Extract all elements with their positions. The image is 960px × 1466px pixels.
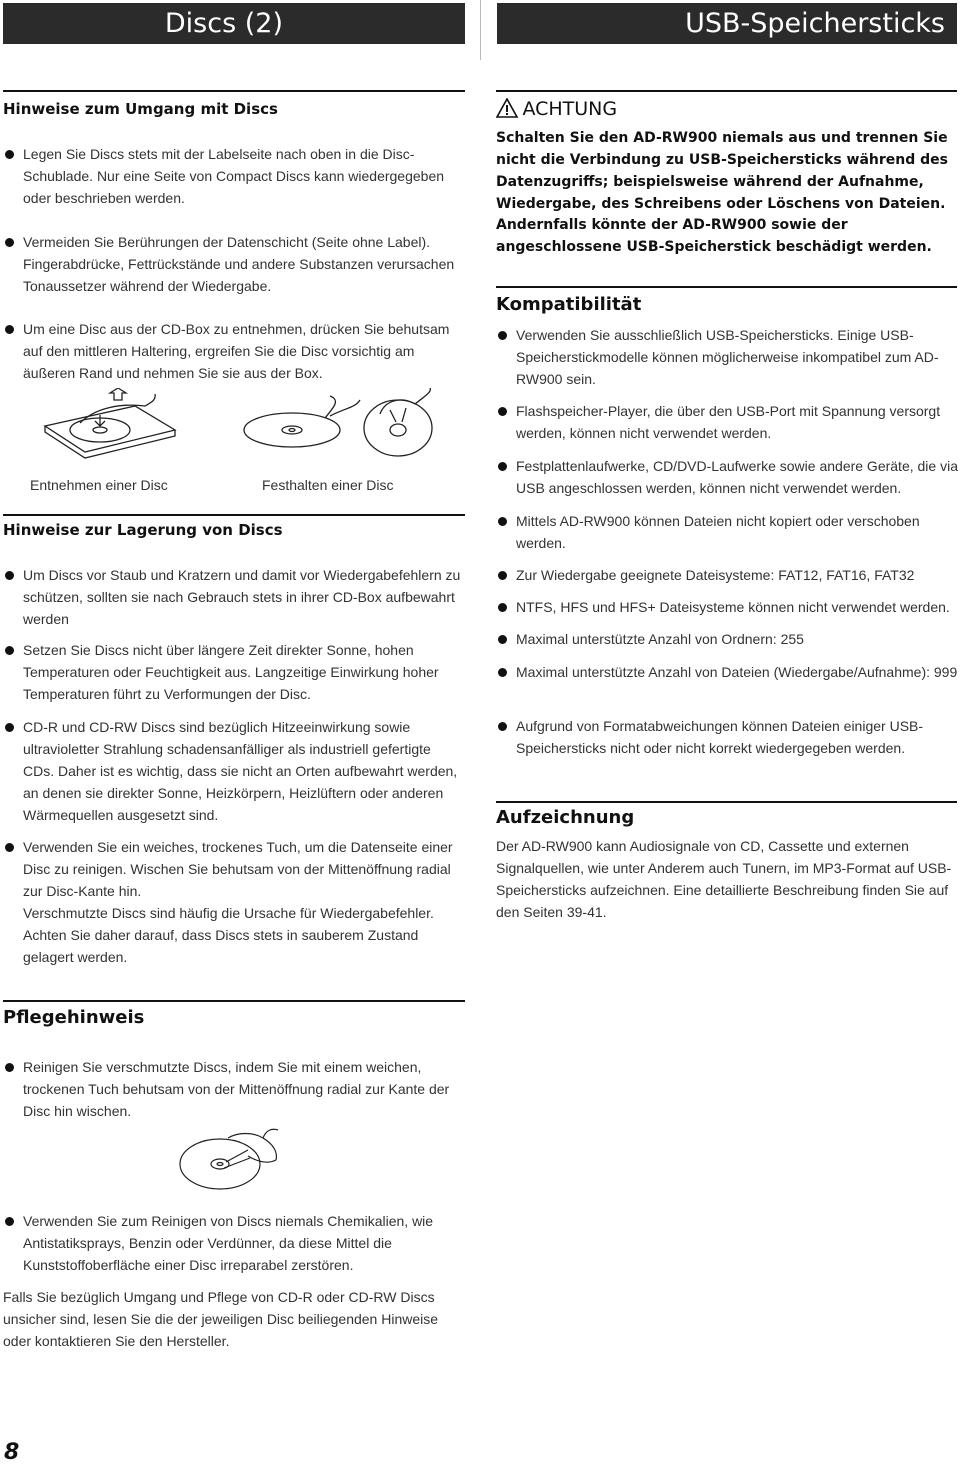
caption-hold-disc: Festhalten einer Disc bbox=[262, 477, 394, 493]
page-number: 8 bbox=[4, 1440, 20, 1465]
compat-item-1: Verwenden Sie ausschließlich USB-Speichersticks. Einige USB-Speicherstickmodelle können möglicherweise inkompatibel zum AD-RW900 sein. bbox=[496, 324, 958, 390]
section-rule bbox=[496, 801, 957, 803]
storage-item-3: CD-R und CD-RW Discs sind bezüglich Hitzeeinwirkung sowie ultravioletter Strahlung schadensanfälliger als industriell gefertigte CDs. Daher ist es wichtig, dass sie nicht an Orten aufbewahrt werden, an denen sie direkter Sonne, Heizkörpern, Heizlüftern oder anderen Wärmequellen ausgesetzt sind. bbox=[3, 716, 465, 826]
disc-cleaning-illustration bbox=[178, 1128, 288, 1192]
recording-heading: Aufzeichnung bbox=[496, 807, 635, 828]
caution-title bbox=[496, 98, 617, 124]
handling-item-2: Vermeiden Sie Berührungen der Datenschicht (Seite ohne Label). Fingerabdrücke, Fettrückstände und andere Substanzen verursachen Tonaussetzer während der Wiedergabe. bbox=[3, 231, 465, 297]
handling-item-3: Um eine Disc aus der CD-Box zu entnehmen, drücken Sie behutsam auf den mittleren Haltering, ergreifen Sie die Disc vorsichtig am äußeren Rand und nehmen Sie sie aus der Box. bbox=[3, 318, 465, 384]
storage-heading: Hinweise zur Lagerung von Discs bbox=[3, 521, 283, 539]
section-rule bbox=[496, 90, 957, 92]
care-item-2: Verwenden Sie zum Reinigen von Discs niemals Chemikalien, wie Antistatiksprays, Benzin oder Verdünner, da diese Mittel die Kunststoffoberfläche einer Disc irreparabel zerstören. bbox=[3, 1210, 465, 1276]
compat-item-3: Festplattenlaufwerke, CD/DVD-Laufwerke sowie andere Geräte, die via USB angeschlossen werden, können nicht verwendet werden. bbox=[496, 455, 958, 499]
care-heading: Pflegehinweis bbox=[3, 1007, 145, 1028]
compat-item-7: Maximal unterstützte Anzahl von Ordnern: 255 bbox=[496, 628, 958, 650]
caution-text-2: Andernfalls könnte der AD-RW900 sowie der angeschlossene USB-Speicherstick beschädigt werden. bbox=[496, 217, 932, 255]
compat-item-6: NTFS, HFS und HFS+ Dateisysteme können nicht verwendet werden. bbox=[496, 596, 958, 618]
warning-triangle-icon bbox=[496, 98, 518, 118]
storage-item-4: Verwenden Sie ein weiches, trockenes Tuch, um die Datenseite einer Disc zu reinigen. Wischen Sie behutsam von der Mittenöffnung radial zur Disc-Kante hin. Verschmutzte Discs sind häufig die Ursache für Wiedergabefehler. Achten Sie daher darauf, dass Discs stets in sauberem Zustand gelagert werden. bbox=[3, 836, 465, 968]
handling-heading: Hinweise zum Umgang mit Discs bbox=[3, 100, 278, 118]
recording-text: Der AD-RW900 kann Audiosignale von CD, Cassette und externen Signalquellen, wie unter Anderem auch Tunern, im MP3-Format auf USB-Speichersticks aufzeichnen. Eine detaillierte Beschreibung finden Sie auf den Seiten 39-41. bbox=[496, 838, 952, 920]
section-rule bbox=[496, 286, 957, 288]
caution-text-1: Schalten Sie den AD-RW900 niemals aus und trennen Sie nicht die Verbindung zu USB-Speichersticks während des Datenzugriffs; beispielsweise während der Aufnahme, Wiedergabe, des Schreibens oder Löschens von Dateien. bbox=[496, 130, 948, 212]
storage-item-2: Setzen Sie Discs nicht über längere Zeit direkter Sonne, hohen Temperaturen oder Feuchtigkeit aus. Langzeitige Einwirkung hoher Temperaturen führt zu Verformungen der Disc. bbox=[3, 639, 465, 705]
section-rule bbox=[3, 1000, 465, 1002]
caution-title-text: ACHTUNG bbox=[522, 98, 618, 120]
page-header-right: USB-Speichersticks bbox=[497, 3, 957, 44]
compat-item-8: Maximal unterstützte Anzahl von Dateien (Wiedergabe/Aufnahme): 999 bbox=[496, 661, 958, 683]
compat-item-9: Aufgrund von Formatabweichungen können Dateien einiger USB-Speichersticks nicht oder nicht korrekt wiedergegeben werden. bbox=[496, 715, 958, 759]
caption-remove-disc: Entnehmen einer Disc bbox=[30, 477, 168, 493]
disc-handling-illustration bbox=[40, 388, 470, 468]
section-rule bbox=[3, 514, 465, 516]
section-rule bbox=[3, 90, 465, 92]
compat-item-4: Mittels AD-RW900 können Dateien nicht kopiert oder verschoben werden. bbox=[496, 510, 958, 554]
handling-item-1: Legen Sie Discs stets mit der Labelseite nach oben in die Disc-Schublade. Nur eine Seite von Compact Discs kann wiedergegeben oder beschrieben werden. bbox=[3, 143, 465, 209]
storage-item-1: Um Discs vor Staub und Kratzern und damit vor Wiedergabefehlern zu schützen, sollten sie nach Gebrauch stets in ihrer CD-Box aufbewahrt werden bbox=[3, 564, 465, 630]
compat-item-2: Flashspeicher-Player, die über den USB-Port mit Spannung versorgt werden, können nicht verwendet werden. bbox=[496, 400, 958, 444]
care-note: Falls Sie bezüglich Umgang und Pflege von CD-R oder CD-RW Discs unsicher sind, lesen Sie die der jeweiligen Disc beiliegenden Hinweise oder kontaktieren Sie den Hersteller. bbox=[3, 1289, 439, 1349]
care-item-1: Reinigen Sie verschmutzte Discs, indem Sie mit einem weichen, trockenen Tuch behutsam von der Mittenöffnung radial zur Kante der Disc hin wischen. bbox=[3, 1056, 465, 1122]
compat-heading: Kompatibilität bbox=[496, 294, 642, 315]
compat-item-5: Zur Wiedergabe geeignete Dateisysteme: FAT12, FAT16, FAT32 bbox=[496, 564, 958, 586]
page-header-left: Discs (2) bbox=[3, 3, 465, 44]
header-divider bbox=[480, 0, 481, 60]
